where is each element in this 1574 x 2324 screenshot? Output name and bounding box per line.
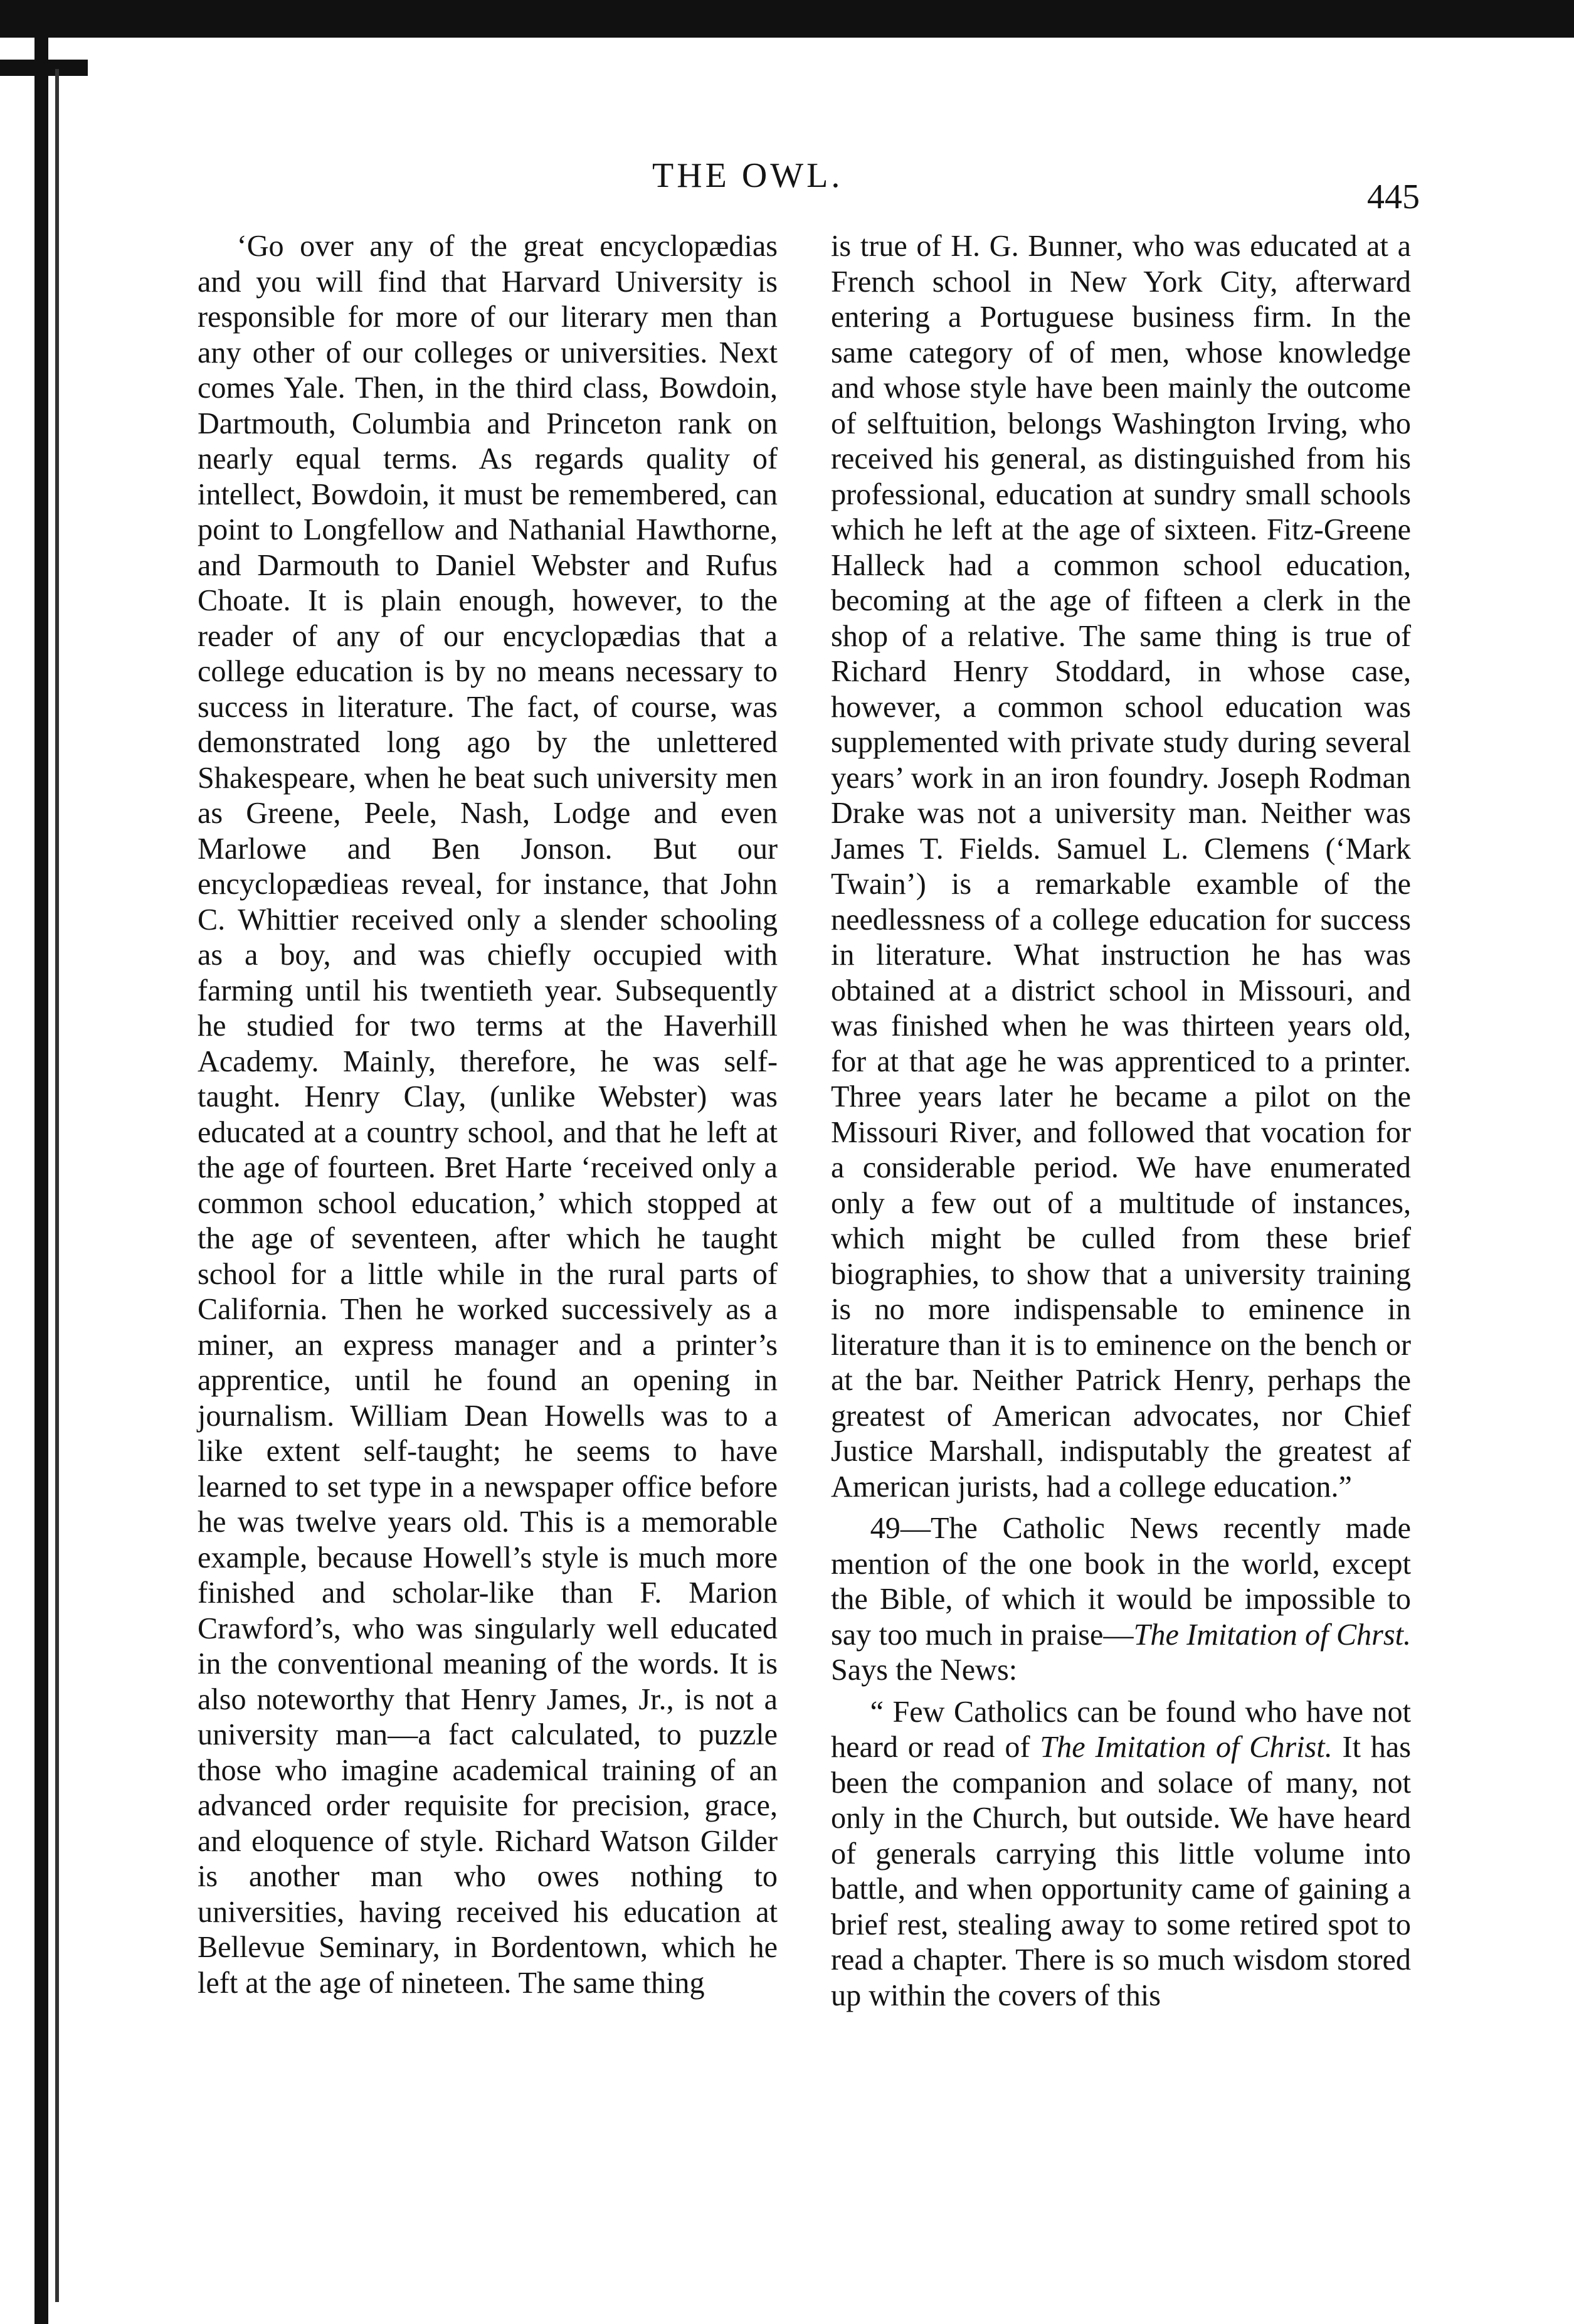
- scan-left-border-notch: [0, 60, 88, 76]
- paragraph-3-tail: It has been the companion and solace of many, not only in the Church, but outside. We have heard of generals carrying this little volume into battle, and when opportunity came of gaining a brief rest, stealing away to some retired spot to read a chapter. There is so much wisdom stored up within the covers of this: [831, 1731, 1411, 2012]
- scan-left-border: [34, 38, 48, 2324]
- right-paragraph-3: [831, 1695, 1411, 2014]
- left-column: [198, 229, 778, 2001]
- scan-top-border-fade: [690, 0, 1574, 18]
- paragraph-2-lead: 49—The Catholic News recently made mention of the one book in the world, except the Bible, of which it would be impossible to say too much in praise—: [831, 1512, 1411, 1652]
- paragraph-2-tail: Says the News:: [831, 1653, 1018, 1687]
- scan-left-inner-line: [55, 69, 59, 2302]
- paragraph-3-lead: “ Few Catholics can be found who have not heard or read of: [831, 1695, 1411, 1764]
- right-paragraph-1: is true of H. G. Bunner, who was educated at a French school in New York City, afterward entering a Portuguese business firm. In the same category of of men, whose knowledge and whose style have been mainly the outcome of selftuition, belongs Washington Irving, who received his general, as distinguished from his professional, education at sundry small schools which he left at the age of sixteen. Fitz-Greene Halleck had a common school education, becoming at the age of fifteen a clerk in the shop of a relative. The same thing is true of Richard Henry Stoddard, in whose case, however, a common school education was supplemented with private study during several years’ work in an iron foundry. Joseph Rodman Drake was not a university man. Neither was James T. Fields. Samuel L. Clemens (‘Mark Twain’) is a remarkable examble of the needlessness of a college education for success in literature. What instruction he has was obtained at a district school in Missouri, and was finished when he was thirteen years old, for at that age he was apprenticed to a printer. Three years later he became a pilot on the Missouri River, and followed that vocation for a considerable period. We have enumerated only a few out of a multitude of instances, which might be culled from these brief biographies, to show that a university training is no more indispensable to eminence in literature than it is to eminence on the bench or at the bar. Neither Patrick Henry, perhaps the greatest of American advocates, nor Chief Justice Marshall, indisputably the greatest af American jurists, had a college education.”: [831, 230, 1411, 1504]
- right-column: [831, 229, 1411, 2014]
- right-paragraph-2: [831, 1511, 1411, 1689]
- book-title-citation-2: The Imitation of Christ.: [1040, 1731, 1333, 1764]
- left-paragraph-1: ‘Go over any of the great encyclopædias and you will find that Harvard University is responsible for more of our literary men than any other of our colleges or universities. Next comes Yale. Then, in the third class, Bowdoin, Dartmouth, Columbia and Princeton rank on nearly equal terms. As regards quality of intellect, Bowdoin, it must be remembered, can point to Longfellow and Nathanial Hawthorne, and Darmouth to Daniel Webster and Rufus Choate. It is plain enough, however, to the reader of any of our encyclopædias that a college education is by no means necessary to success in literature. The fact, of course, was demonstrated long ago by the unlettered Shakespeare, when he beat such university men as Greene, Peele, Nash, Lodge and even Marlowe and Ben Jonson. But our encyclopædieas reveal, for instance, that John C. Whittier received only a slender schooling as a boy, and was chiefly occupied with farming until his twentieth year. Subsequently he studied for two terms at the Haverhill Academy. Mainly, therefore, he was self-taught. Henry Clay, (unlike Webster) was educated at a country school, and that he left at the age of fourteen. Bret Harte ‘received only a common school education,’ which stopped at the age of seventeen, after which he taught school for a little while in the rural parts of California. Then he worked successively as a miner, an express manager and a printer’s apprentice, until he found an opening in journalism. William Dean Howells was to a like extent self-taught; he seems to have learned to set type in a newspaper office before he was twelve years old. This is a memorable example, because Howell’s style is much more finished and scholar-like than F. Marion Crawford’s, who was singularly well educated in the conventional meaning of the words. It is also noteworthy that Henry James, Jr., is not a university man—a fact calculated, to puzzle those who imagine academical training of an advanced order requisite for precision, grace, and eloquence of style. Richard Watson Gilder is another man who owes nothing to universities, having received his education at Bellevue Seminary, in Bordentown, which he left at the age of nineteen. The same thing: [198, 230, 778, 2000]
- running-head: THE OWL.: [652, 156, 843, 195]
- page-number: 445: [1367, 178, 1420, 216]
- book-title-citation: The Imitation of Chrst.: [1133, 1618, 1412, 1652]
